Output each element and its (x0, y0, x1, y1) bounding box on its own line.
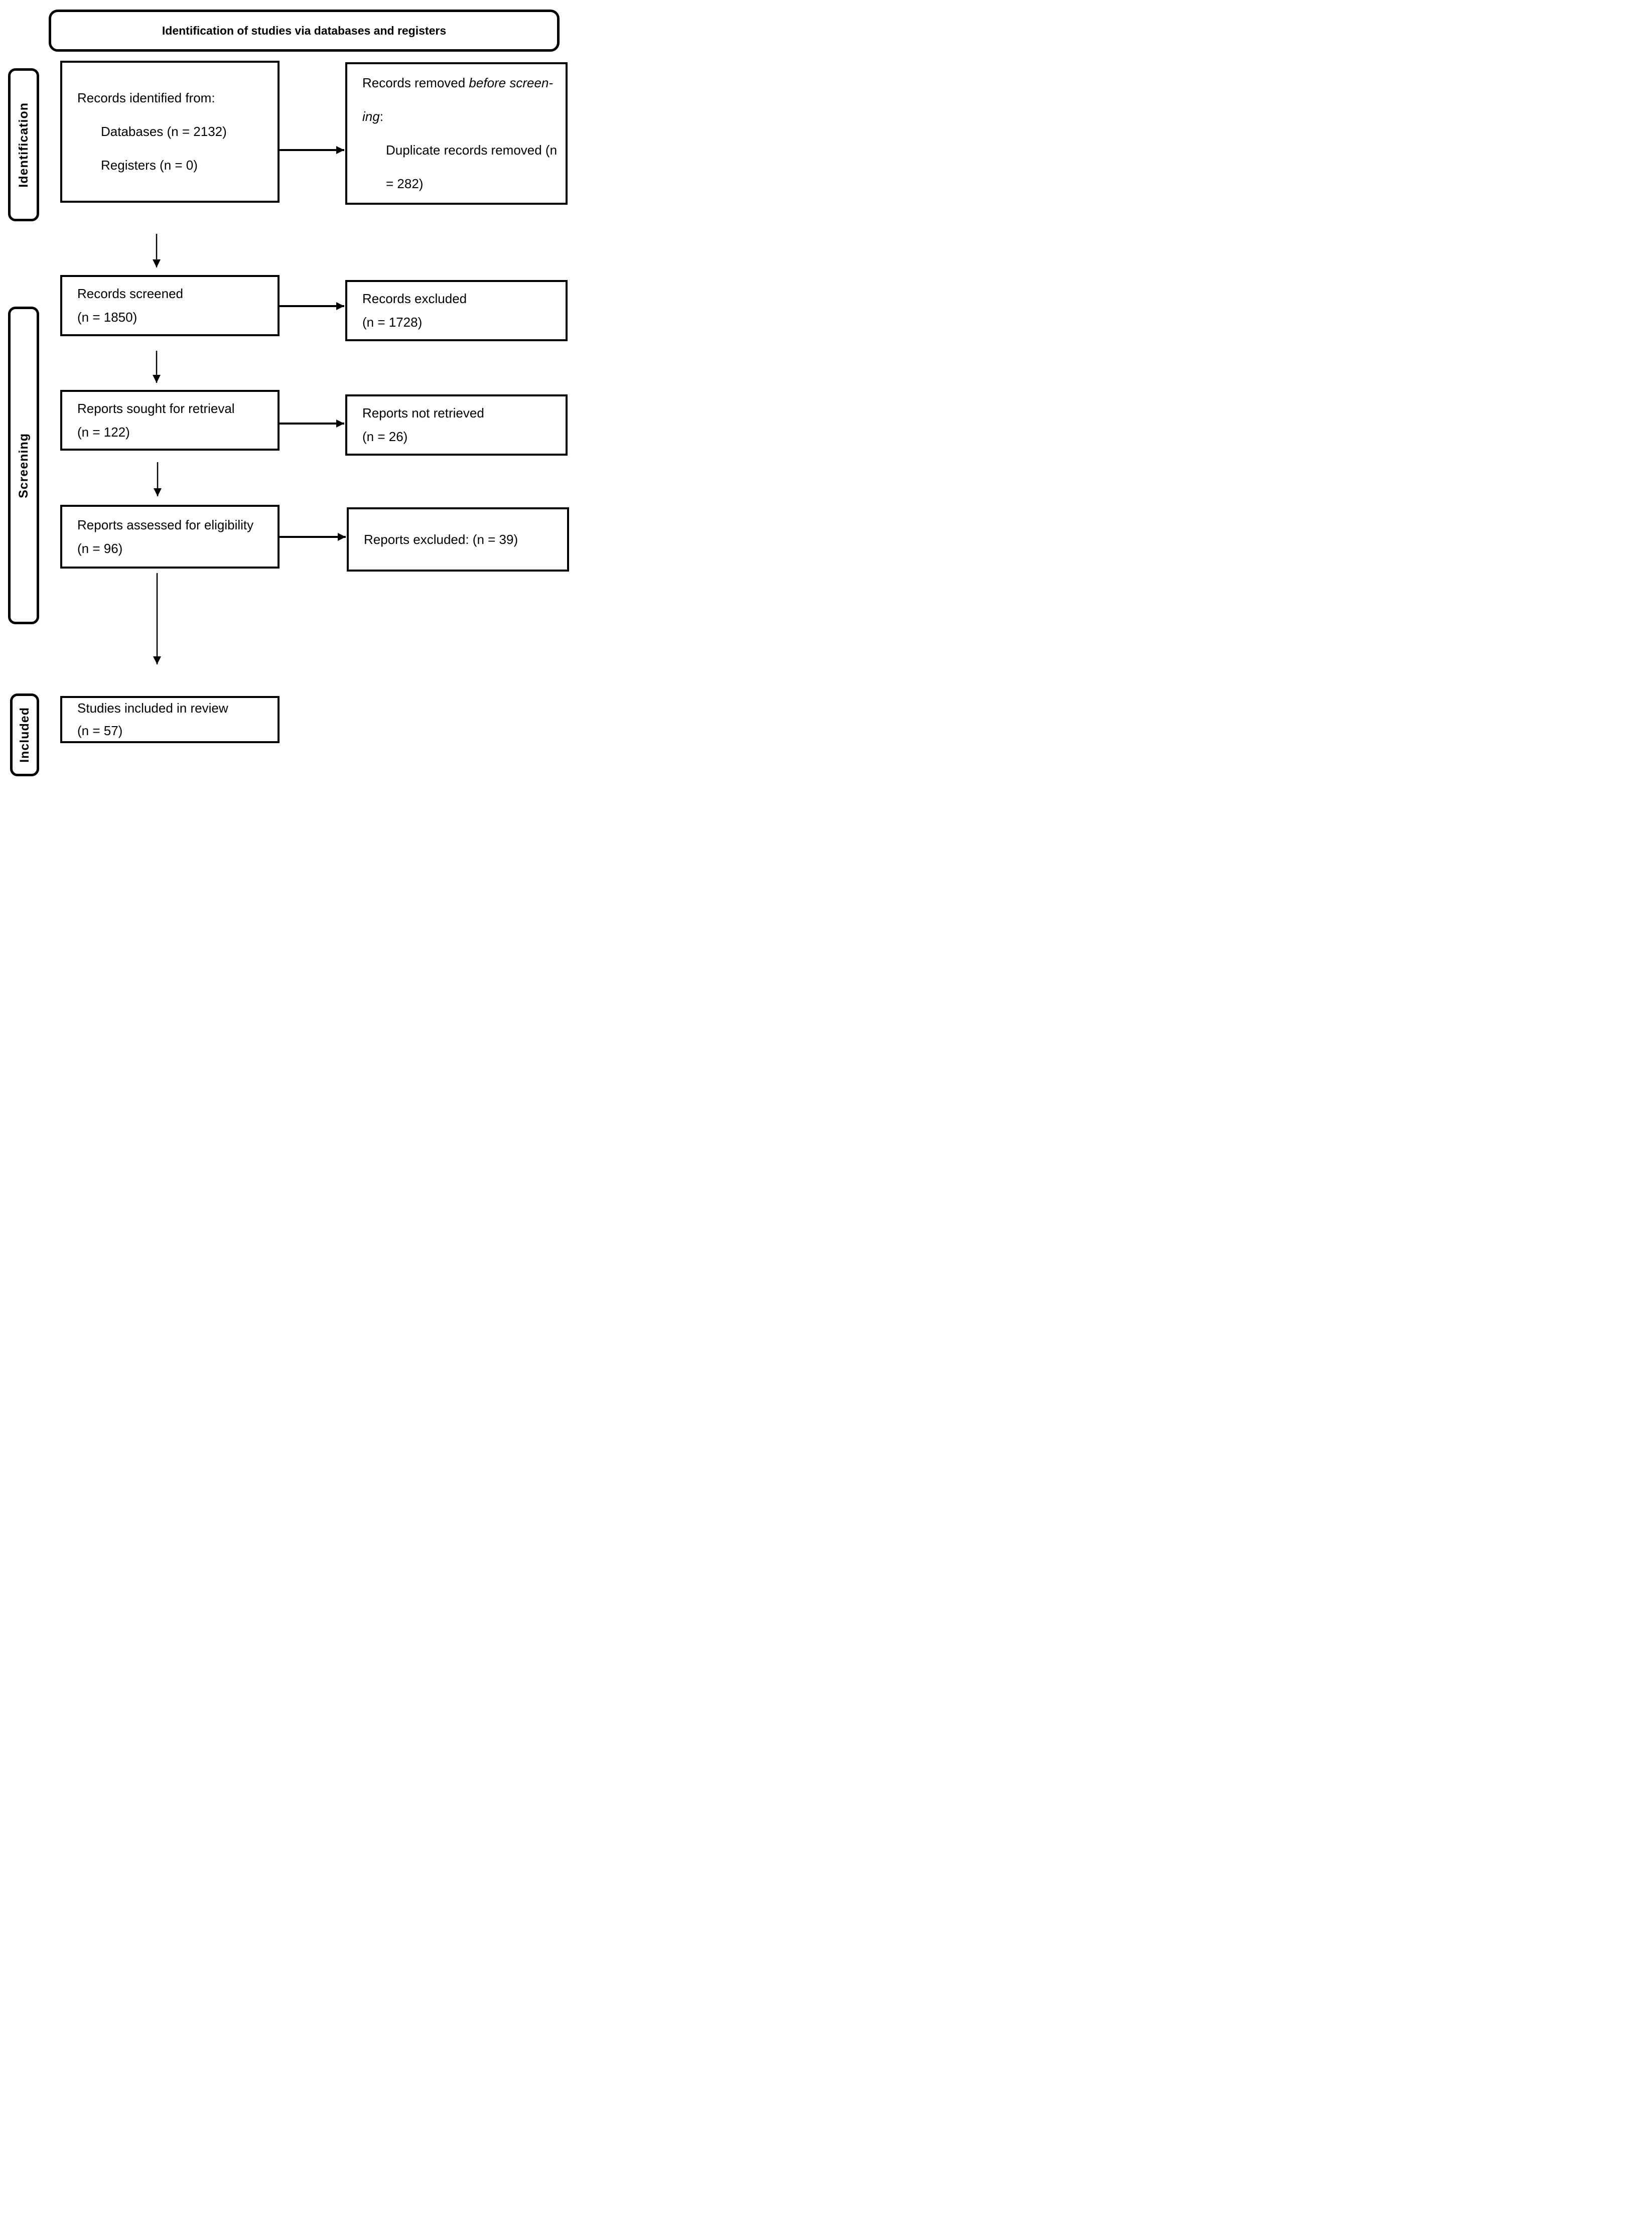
box-reports-excluded (347, 507, 569, 572)
stage-label-identification-text: Identification (16, 102, 31, 188)
stage-label-screening-text: Screening (16, 433, 31, 498)
box-line: Databases (n = 2132) (101, 124, 227, 139)
box-line: (n = 57) (77, 723, 123, 738)
stage-label-included (10, 693, 39, 776)
box-line: Studies included in review (77, 701, 228, 716)
box-line: = 282) (386, 176, 424, 191)
box-line: Reports excluded: (n = 39) (364, 531, 518, 547)
box-line: Duplicate records removed (n (386, 143, 558, 158)
box-line-segment-italic: before screen- (469, 75, 554, 90)
box-records-screened-content (62, 282, 278, 329)
box-line: Records screened (77, 286, 183, 301)
box-records-removed (345, 62, 568, 205)
box-line: Reports sought for retrieval (77, 400, 235, 416)
stage-label-included-text: Included (17, 707, 32, 763)
box-line: Records identified from: (77, 90, 215, 105)
box-studies-included-content (62, 697, 278, 742)
box-line: Records excluded (362, 291, 467, 306)
box-records-excluded-content (347, 287, 566, 334)
box-reports-assessed-content (62, 513, 278, 561)
box-records-identified-content (62, 81, 278, 182)
box-records-screened (60, 275, 280, 336)
box-line-segment: Records removed (362, 75, 469, 90)
box-line: (n = 1850) (77, 310, 137, 325)
stage-label-identification (8, 68, 39, 221)
box-records-identified (60, 61, 280, 203)
box-reports-sought (60, 390, 280, 451)
prisma-flow-diagram (0, 0, 578, 781)
box-reports-sought-content (62, 397, 278, 444)
box-line (362, 66, 561, 100)
stage-label-screening (8, 307, 39, 624)
box-line: Registers (n = 0) (101, 158, 198, 173)
box-line: (n = 26) (362, 429, 408, 444)
box-studies-included (60, 696, 280, 743)
box-line: (n = 1728) (362, 315, 423, 330)
box-reports-not-retrieved (345, 394, 568, 456)
box-reports-excluded-content (349, 528, 567, 551)
box-reports-not-retrieved-content (347, 401, 566, 449)
box-records-removed-content (347, 66, 566, 201)
box-line: (n = 122) (77, 424, 130, 440)
title-banner (49, 10, 560, 52)
box-line (362, 100, 561, 133)
box-reports-assessed (60, 505, 280, 569)
box-line: Reports assessed for eligibility (77, 517, 254, 532)
box-records-excluded (345, 280, 568, 341)
title-text: Identification of studies via databases and registers (162, 24, 447, 37)
box-line-segment-italic: ing (362, 109, 380, 124)
box-line: (n = 96) (77, 540, 123, 556)
box-line-segment: : (379, 109, 383, 124)
box-line: Reports not retrieved (362, 405, 484, 421)
